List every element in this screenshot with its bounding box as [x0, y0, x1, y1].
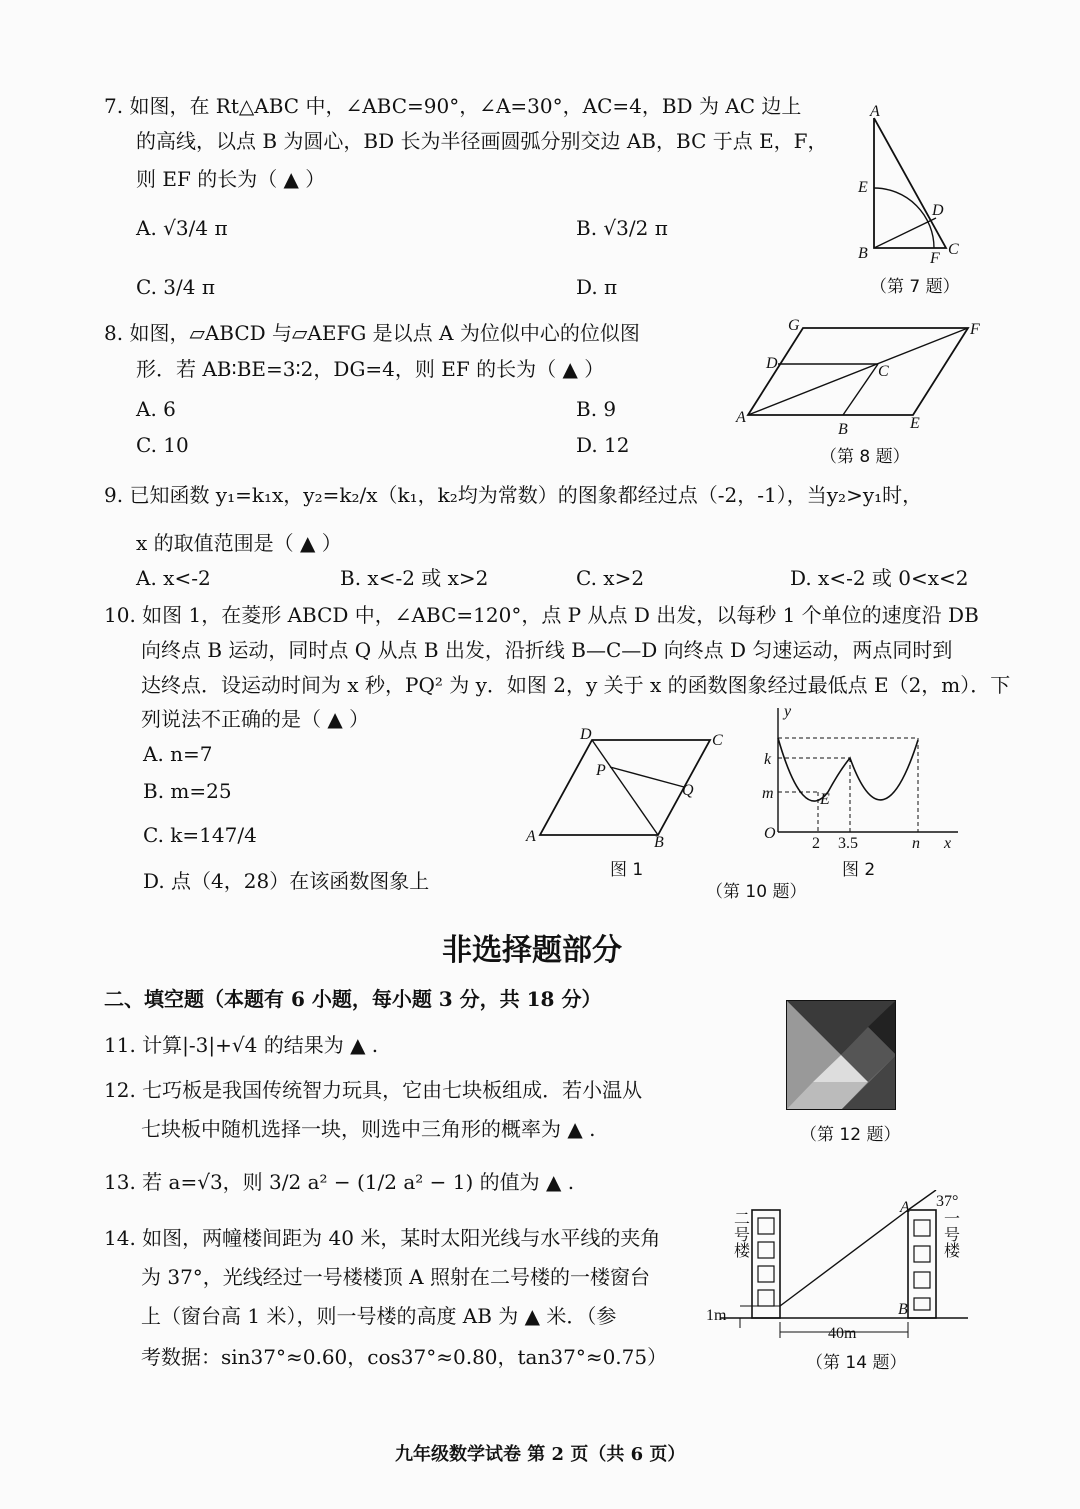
svg-text:P: P — [596, 762, 606, 779]
q12-tangram — [786, 1000, 896, 1110]
q7-line3: 则 EF 的长为（ ▲ ） — [136, 167, 326, 191]
q9-option-a: A. x<-2 — [136, 566, 211, 590]
q7-figure — [846, 100, 976, 270]
svg-text:C: C — [878, 363, 889, 380]
svg-text:A: A — [870, 103, 880, 120]
svg-text:F: F — [930, 250, 940, 267]
svg-text:D: D — [580, 726, 592, 743]
q10-caption: （第 10 题） — [706, 882, 807, 902]
q8-figure — [728, 310, 988, 440]
q14-label-37: 37° — [936, 1193, 959, 1210]
q7-option-b: B. √3/2 π — [576, 216, 668, 240]
q9-option-c: C. x>2 — [576, 566, 645, 590]
svg-text:E: E — [910, 415, 920, 432]
q9-option-d: D. x<-2 或 0<x<2 — [790, 566, 969, 590]
svg-text:B: B — [858, 245, 868, 262]
q9-option-b: B. x<-2 或 x>2 — [340, 566, 489, 590]
q11-text: 11. 计算|-3|+√4 的结果为 ▲ . — [104, 1033, 379, 1057]
q14-line3: 上（窗台高 1 米），则一号楼的高度 AB 为 ▲ 米．（参 — [141, 1304, 617, 1328]
svg-text:D: D — [766, 355, 778, 372]
svg-text:G: G — [788, 317, 800, 334]
svg-text:Q: Q — [682, 782, 694, 799]
svg-text:E: E — [820, 791, 830, 808]
q7-option-c: C. 3/4 π — [136, 275, 215, 299]
svg-text:A: A — [900, 1199, 910, 1216]
svg-text:F: F — [970, 321, 980, 338]
q8-option-d: D. 12 — [576, 433, 630, 457]
svg-text:B: B — [654, 834, 664, 850]
q10-line1: 10. 如图 1，在菱形 ABCD 中，∠ABC=120°，点 P 从点 D 出发，以每秒 1 个单位的速度沿 DB — [104, 603, 979, 627]
q13-text: 13. 若 a=√3，则 3/2 a² − (1/2 a² − 1) 的值为 ▲ . — [104, 1170, 575, 1194]
q14-line2: 为 37°，光线经过一号楼楼顶 A 照射在二号楼的一楼窗台 — [141, 1265, 650, 1289]
q10-option-a: A. n=7 — [143, 742, 213, 766]
q10-fig1-label: 图 1 — [610, 860, 644, 880]
q7-option-a: A. √3/4 π — [136, 216, 228, 240]
q14-line4: 考数据：sin37°≈0.60，cos37°≈0.80，tan37°≈0.75） — [141, 1345, 668, 1369]
q10-line4: 列说法不正确的是（ ▲ ） — [141, 707, 370, 731]
svg-text:O: O — [764, 825, 776, 842]
q7-option-d: D. π — [576, 275, 618, 299]
q14-label-building1: 一号楼 — [941, 1210, 959, 1258]
q12-line1: 12. 七巧板是我国传统智力玩具，它由七块板组成．若小温从 — [104, 1078, 643, 1102]
q10-figure-2 — [758, 700, 968, 850]
q8-line2: 形．若 AB∶BE=3∶2，DG=4，则 EF 的长为（ ▲ ） — [136, 357, 605, 381]
q9-line2: x 的取值范围是（ ▲ ） — [136, 531, 342, 555]
page-footer: 九年级数学试卷 第 2 页（共 6 页） — [395, 1444, 686, 1465]
q10-figure-1 — [520, 725, 730, 850]
q14-label-building2: 二号楼 — [731, 1210, 749, 1258]
svg-text:2: 2 — [812, 835, 820, 850]
svg-text:n: n — [912, 835, 920, 850]
svg-text:E: E — [858, 179, 868, 196]
svg-text:B: B — [898, 1301, 908, 1318]
q10-option-b: B. m=25 — [143, 779, 232, 803]
svg-text:m: m — [762, 785, 774, 802]
q12-line2: 七块板中随机选择一块，则选中三角形的概率为 ▲ . — [141, 1117, 596, 1141]
q9-line1: 9. 已知函数 y₁=k₁x，y₂=k₂/x（k₁，k₂均为常数）的图象都经过点（-2，-1），当y₂>y₁时， — [104, 483, 923, 507]
q14-label-40m: 40m — [828, 1325, 857, 1342]
svg-text:A: A — [736, 409, 746, 426]
q7-line1: 7. 如图，在 Rt△ABC 中，∠ABC=90°，∠A=30°，AC=4，BD 为 AC 边上 — [104, 94, 802, 118]
svg-text:y: y — [784, 703, 792, 720]
q7-caption: （第 7 题） — [870, 277, 960, 297]
svg-text:C: C — [712, 732, 723, 749]
svg-text:B: B — [838, 421, 848, 438]
svg-text:x: x — [944, 835, 952, 850]
q8-line1: 8. 如图，▱ABCD 与▱AEFG 是以点 A 为位似中心的位似图 — [104, 321, 640, 345]
svg-text:D: D — [932, 202, 944, 219]
q10-option-d: D. 点（4，28）在该函数图象上 — [143, 869, 430, 893]
svg-text:3.5: 3.5 — [838, 835, 858, 850]
part2-header: 二、填空题（本题有 6 小题，每小题 3 分，共 18 分） — [104, 987, 602, 1011]
q10-line2: 向终点 B 运动，同时点 Q 从点 B 出发，沿折线 B—C—D 向终点 D 匀速运动，两点同时到 — [141, 638, 953, 662]
svg-text:k: k — [764, 751, 772, 768]
q14-caption: （第 14 题） — [806, 1353, 907, 1373]
svg-text:A: A — [526, 828, 536, 845]
q8-option-b: B. 9 — [576, 397, 617, 421]
svg-text:C: C — [948, 241, 959, 258]
q14-figure — [700, 1190, 975, 1350]
section-title: 非选择题部分 — [442, 933, 622, 968]
q10-option-c: C. k=147/4 — [143, 823, 257, 847]
q10-line3: 达终点．设运动时间为 x 秒，PQ² 为 y．如图 2，y 关于 x 的函数图象经过最低点 E（2，m）．下 — [141, 673, 1011, 697]
q12-caption: （第 12 题） — [800, 1125, 901, 1145]
q7-line2: 的高线，以点 B 为圆心，BD 长为半径画圆弧分别交边 AB，BC 于点 E，F， — [136, 129, 828, 153]
q10-fig2-label: 图 2 — [842, 860, 876, 880]
q8-option-a: A. 6 — [136, 397, 176, 421]
q14-line1: 14. 如图，两幢楼间距为 40 米，某时太阳光线与水平线的夹角 — [104, 1226, 661, 1250]
q8-option-c: C. 10 — [136, 433, 189, 457]
q14-label-1m: 1m — [706, 1307, 727, 1324]
q8-caption: （第 8 题） — [820, 447, 910, 467]
